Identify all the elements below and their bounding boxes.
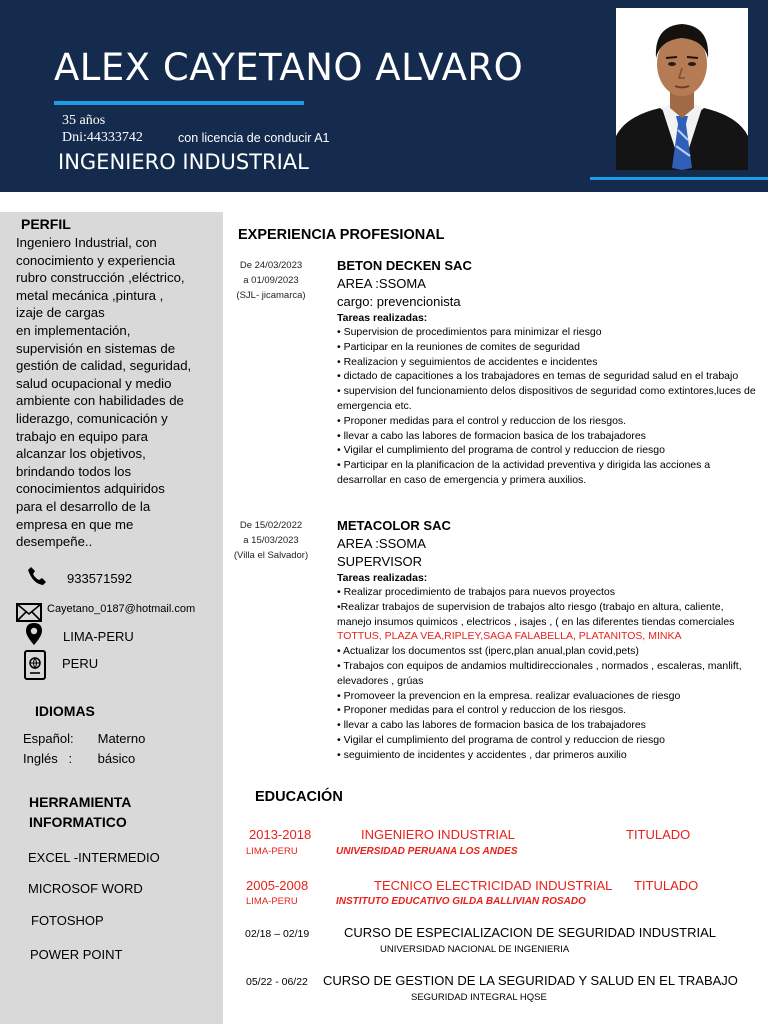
tool-item: FOTOSHOP	[31, 913, 104, 928]
perfil-line: conocimiento y experiencia	[16, 252, 176, 268]
job-date-from: De 24/03/2023	[239, 260, 303, 271]
degree-location: LIMA-PERU	[246, 896, 298, 907]
task-item: • Participar en la planificacion de la actividad preventiva y dirigida las acciones a desarrollar en caso de emergencia y primera auxilios.	[337, 459, 711, 486]
task-item: • Participar en la reuniones de comites de seguridad	[337, 340, 580, 353]
store-names: TOTTUS, PLAZA VEA,RIPLEY,SAGA FALABELLA, PLATANITOS, MINKA	[337, 630, 682, 643]
idiomas-heading: IDIOMAS	[35, 703, 95, 719]
job-role: cargo: prevencionista	[337, 294, 461, 309]
course-dates: 02/18 – 02/19	[245, 928, 310, 940]
tool-item: POWER POINT	[30, 947, 123, 962]
task-list	[337, 325, 757, 488]
profession-title: INGENIERO INDUSTRIAL	[58, 150, 309, 174]
course-dates: 05/22 - 06/22	[246, 976, 308, 988]
experience-heading: EXPERIENCIA PROFESIONAL	[238, 227, 445, 243]
task-item: • dictado de capacitiones a los trabajadores en temas de seguridad salud en el trabajo	[337, 370, 739, 383]
tools-heading-line-2: INFORMATICO	[29, 814, 127, 830]
photo-underline	[590, 177, 768, 180]
job-dates	[227, 518, 315, 563]
job-role: SUPERVISOR	[337, 554, 423, 569]
language-level: Materno	[97, 731, 146, 746]
perfil-line: brindando todos los	[16, 463, 132, 479]
degree-years: 2005-2008	[246, 878, 309, 893]
course-title: CURSO DE ESPECIALIZACION DE SEGURIDAD INDUSTRIAL	[344, 925, 717, 940]
task-item: • Realizar procedimiento de trabajos para nuevos proyectos	[337, 586, 615, 598]
job-date-to: a 15/03/2023	[243, 535, 299, 546]
perfil-line: rubro construcción ,eléctrico,	[16, 270, 185, 286]
language-row	[23, 751, 135, 766]
dni: Dni:44333742	[62, 130, 143, 145]
perfil-line: salud ocupacional y medio	[16, 375, 172, 391]
tool-item: EXCEL -INTERMEDIO	[28, 850, 160, 865]
task-item	[337, 600, 757, 644]
language-name: Inglés :	[23, 751, 73, 766]
job-entry	[337, 257, 757, 488]
language-name: Español:	[23, 731, 74, 746]
task-item: • llevar a cabo las labores de formacion basica de los trabajadores	[337, 719, 646, 732]
location-text: LIMA-PERU	[63, 629, 134, 644]
job-area: AREA :SSOMA	[337, 276, 426, 291]
course-title: CURSO DE GESTION DE LA SEGURIDAD Y SALUD EN EL TRABAJO	[323, 973, 738, 988]
task-item: • Proponer medidas para el control y reduccion de los riesgos.	[337, 414, 627, 427]
perfil-line: en implementación,	[16, 322, 131, 338]
perfil-line: conocimientos adquiridos	[16, 481, 165, 497]
name-underline	[54, 101, 304, 105]
task-item: • llevar a cabo las labores de formacion basica de los trabajadores	[337, 429, 646, 442]
header-banner	[0, 0, 768, 192]
course-institution: UNIVERSIDAD NACIONAL DE INGENIERIA	[380, 944, 570, 955]
perfil-line: ambiente con habilidades de	[16, 393, 184, 409]
task-item: • Trabajos con equipos de andamios multidireccionales , normados , escaleras, manlift, elevadores , grúas	[337, 659, 742, 687]
task-item: • Promoveer la prevencion en la empresa. realizar evaluaciones de riesgo	[337, 689, 681, 702]
perfil-line: desempeñe..	[16, 534, 93, 550]
degree-name: INGENIERO INDUSTRIAL	[361, 827, 515, 842]
degree-status: TITULADO	[626, 827, 691, 842]
job-place: (SJL- jicamarca)	[236, 290, 306, 301]
task-item: • Vigilar el cumplimiento del programa de control y reduccion de riesgo	[337, 733, 665, 746]
candidate-name: ALEX CAYETANO ALVARO	[54, 46, 524, 89]
perfil-text	[16, 234, 216, 551]
task-item: • supervision del funcionamiento delos dispositivos de seguridad como extintores,luces de emergencia etc.	[337, 385, 756, 412]
task-list	[337, 644, 757, 762]
language-level: básico	[97, 751, 136, 766]
job-entry	[337, 517, 757, 763]
job-date-to: a 01/09/2023	[243, 275, 299, 286]
phone-number: 933571592	[67, 571, 133, 586]
perfil-line: gestión de calidad, seguridad,	[16, 358, 192, 374]
age: 35 años	[62, 113, 106, 128]
phone-icon	[27, 566, 47, 591]
tools-heading-line-1: HERRAMIENTA	[29, 794, 132, 810]
task-item: • Vigilar el cumplimiento del programa de control y reduccion de riesgo	[337, 444, 665, 457]
perfil-line: trabajo en equipo para	[16, 428, 148, 444]
degree-name: TECNICO ELECTRICIDAD INDUSTRIAL	[374, 878, 613, 893]
perfil-line: para el desarrollo de la	[16, 498, 151, 514]
tasks-label: Tareas realizadas:	[337, 312, 428, 324]
tasks-label: Tareas realizadas:	[337, 572, 428, 584]
education-heading: EDUCACIÓN	[255, 789, 343, 805]
perfil-line: liderazgo, comunicación y	[16, 410, 168, 426]
language-row	[23, 731, 145, 746]
perfil-line: alcanzar los objetivos,	[16, 446, 146, 462]
email-address: Cayetano_0187@hotmail.com	[47, 603, 196, 615]
perfil-line: Ingeniero Industrial, con	[16, 235, 157, 250]
location-pin-icon	[25, 622, 43, 651]
job-dates	[227, 258, 315, 303]
perfil-line: empresa en que me	[16, 516, 134, 532]
perfil-line: metal mecánica ,pintura ,	[16, 287, 164, 303]
job-place: (Villa el Salvador)	[233, 550, 309, 561]
company-name: METACOLOR SAC	[337, 518, 451, 533]
degree-location: LIMA-PERU	[246, 846, 298, 857]
perfil-line: supervisión en sistemas de	[16, 340, 176, 356]
task-item: • Supervision de procedimientos para minimizar el riesgo	[337, 326, 602, 338]
degree-years: 2013-2018	[249, 827, 312, 842]
degree-status: TITULADO	[634, 878, 699, 893]
task-item: • Realizacion y seguimientos de accidentes e incidentes	[337, 355, 598, 368]
course-institution: SEGURIDAD INTEGRAL HQSE	[411, 992, 547, 1003]
nationality-text: PERU	[62, 656, 99, 671]
degree-institution: INSTITUTO EDUCATIVO GILDA BALLIVIAN ROSADO	[336, 896, 586, 907]
perfil-heading: PERFIL	[21, 216, 71, 232]
tool-item: MICROSOF WORD	[28, 881, 143, 896]
task-item: • Actualizar los documentos sst (iperc,plan anual,plan covid,pets)	[337, 645, 639, 658]
profile-photo	[616, 8, 748, 170]
company-name: BETON DECKEN SAC	[337, 258, 472, 273]
task-text: •Realizar trabajos de supervision de trabajos alto riesgo (trabajo en altura, caliente, manejo insumos quimicos , electricos , isajes , ( en las diferentes tiendas comerciales	[337, 600, 735, 628]
passport-icon	[24, 650, 46, 685]
degree-institution: UNIVERSIDAD PERUANA LOS ANDES	[336, 846, 518, 857]
task-item: • Proponer medidas para el control y reduccion de los riesgos.	[337, 704, 627, 717]
driver-license: con licencia de conducir A1	[178, 131, 330, 145]
task-item: • seguimiento de incidentes y accidentes , dar primeros auxilio	[337, 748, 627, 761]
perfil-line: izaje de cargas	[16, 305, 105, 321]
job-area: AREA :SSOMA	[337, 536, 426, 551]
job-date-from: De 15/02/2022	[239, 520, 303, 531]
